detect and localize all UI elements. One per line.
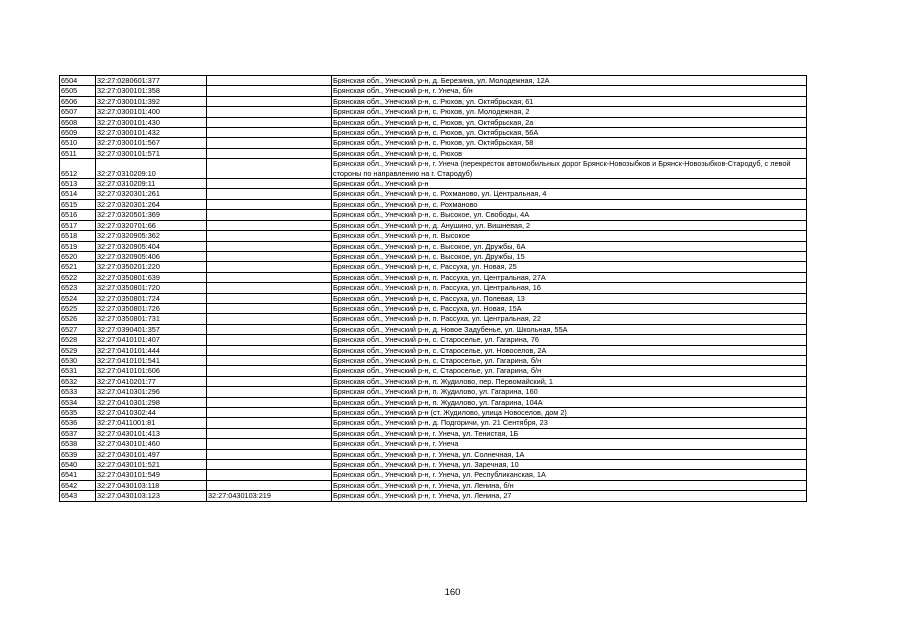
address-cell: Брянская обл., Унечский р-н, п. Высокое [332, 231, 807, 241]
address-cell: Брянская обл., Унечский р-н, с. Рюхов, ул. Октябрьская, 56А [332, 128, 807, 138]
row-number-cell: 6524 [60, 293, 96, 303]
related-cadastral-cell [207, 148, 332, 158]
related-cadastral-cell [207, 387, 332, 397]
related-cadastral-cell [207, 366, 332, 376]
row-number-cell: 6527 [60, 324, 96, 334]
row-number-cell: 6533 [60, 387, 96, 397]
table-row [60, 148, 807, 158]
related-cadastral-cell [207, 460, 332, 470]
row-number-cell: 6525 [60, 303, 96, 313]
table-row [60, 470, 807, 480]
address-cell: Брянская обл., Унечский р-н, с. Рохманово [332, 199, 807, 209]
related-cadastral-cell [207, 418, 332, 428]
related-cadastral-cell [207, 314, 332, 324]
table-row [60, 272, 807, 282]
cadastral-number-cell: 32:27:0350801:720 [96, 283, 207, 293]
row-number-cell: 6543 [60, 491, 96, 501]
cadastral-number-cell: 32:27:0300101:567 [96, 138, 207, 148]
address-cell: Брянская обл., Унечский р-н, д. Анушино, ул. Вишневая, 2 [332, 220, 807, 230]
row-number-cell: 6519 [60, 241, 96, 251]
related-cadastral-cell [207, 335, 332, 345]
related-cadastral-cell [207, 220, 332, 230]
table-row [60, 262, 807, 272]
address-cell: Брянская обл., Унечский р-н, г. Унеча, ул. Солнечная, 1А [332, 449, 807, 459]
row-number-cell: 6526 [60, 314, 96, 324]
address-cell: Брянская обл., Унечский р-н, п. Жудилово, ул. Гагарина, 104А [332, 397, 807, 407]
row-number-cell: 6521 [60, 262, 96, 272]
address-cell: Брянская обл., Унечский р-н, п. Рассуха, ул. Центральная, 16 [332, 283, 807, 293]
row-number-cell: 6541 [60, 470, 96, 480]
registry-table-body [60, 76, 807, 502]
cadastral-number-cell: 32:27:0320501:369 [96, 210, 207, 220]
address-cell: Брянская обл., Унечский р-н, с. Рюхов, ул. Октябрьская, 2а [332, 117, 807, 127]
table-row [60, 199, 807, 209]
row-number-cell: 6518 [60, 231, 96, 241]
related-cadastral-cell [207, 439, 332, 449]
cadastral-number-cell: 32:27:0410101:541 [96, 355, 207, 365]
row-number-cell: 6539 [60, 449, 96, 459]
table-row [60, 96, 807, 106]
address-cell: Брянская обл., Унечский р-н, с. Рассуха, ул. Полевая, 13 [332, 293, 807, 303]
row-number-cell: 6506 [60, 96, 96, 106]
row-number-cell: 6520 [60, 251, 96, 261]
address-cell: Брянская обл., Унечский р-н, с. Староселье, ул. Новоселов, 2А [332, 345, 807, 355]
table-row [60, 231, 807, 241]
cadastral-number-cell: 32:27:0430101:413 [96, 428, 207, 438]
row-number-cell: 6523 [60, 283, 96, 293]
address-cell: Брянская обл., Унечский р-н (ст. Жудилово, улица Новоселов, дом 2) [332, 408, 807, 418]
row-number-cell: 6507 [60, 107, 96, 117]
table-row [60, 303, 807, 313]
cadastral-number-cell: 32:27:0300101:392 [96, 96, 207, 106]
related-cadastral-cell [207, 138, 332, 148]
table-row [60, 387, 807, 397]
cadastral-number-cell: 32:27:0430103:118 [96, 480, 207, 490]
related-cadastral-cell [207, 199, 332, 209]
cadastral-number-cell: 32:27:0320905:406 [96, 251, 207, 261]
table-row [60, 128, 807, 138]
row-number-cell: 6530 [60, 355, 96, 365]
related-cadastral-cell [207, 241, 332, 251]
cadastral-number-cell: 32:27:0320301:261 [96, 189, 207, 199]
related-cadastral-cell [207, 251, 332, 261]
row-number-cell: 6542 [60, 480, 96, 490]
cadastral-number-cell: 32:27:0320905:404 [96, 241, 207, 251]
related-cadastral-cell [207, 397, 332, 407]
table-row [60, 418, 807, 428]
related-cadastral-cell [207, 303, 332, 313]
related-cadastral-cell [207, 480, 332, 490]
related-cadastral-cell [207, 272, 332, 282]
table-row [60, 376, 807, 386]
address-cell: Брянская обл., Унечский р-н, с. Высокое, ул. Дружбы, 15 [332, 251, 807, 261]
row-number-cell: 6540 [60, 460, 96, 470]
cadastral-number-cell: 32:27:0410301:298 [96, 397, 207, 407]
cadastral-number-cell: 32:27:0300101:571 [96, 148, 207, 158]
row-number-cell: 6529 [60, 345, 96, 355]
cadastral-number-cell: 32:27:0410101:407 [96, 335, 207, 345]
row-number-cell: 6511 [60, 148, 96, 158]
table-row [60, 283, 807, 293]
registry-table [59, 75, 807, 502]
cadastral-number-cell: 32:27:0350801:639 [96, 272, 207, 282]
cadastral-number-cell: 32:27:0430101:549 [96, 470, 207, 480]
cadastral-number-cell: 32:27:0430101:521 [96, 460, 207, 470]
row-number-cell: 6512 [60, 159, 96, 179]
address-cell: Брянская обл., Унечский р-н, д. Новое Задубенье, ул. Школьная, 55А [332, 324, 807, 334]
address-cell: Брянская обл., Унечский р-н, г. Унеча, ул. Ленина, 27 [332, 491, 807, 501]
cadastral-number-cell: 32:27:0410101:444 [96, 345, 207, 355]
row-number-cell: 6515 [60, 199, 96, 209]
table-row [60, 397, 807, 407]
address-cell: Брянская обл., Унечский р-н, с. Староселье, ул. Гагарина, б/н [332, 355, 807, 365]
related-cadastral-cell [207, 159, 332, 179]
cadastral-number-cell: 32:27:0350201:220 [96, 262, 207, 272]
related-cadastral-cell [207, 231, 332, 241]
row-number-cell: 6535 [60, 408, 96, 418]
address-cell: Брянская обл., Унечский р-н, с. Староселье, ул. Гагарина, 76 [332, 335, 807, 345]
address-cell: Брянская обл., Унечский р-н, с. Высокое, ул. Дружбы, 6А [332, 241, 807, 251]
row-number-cell: 6531 [60, 366, 96, 376]
cadastral-number-cell: 32:27:0390401:357 [96, 324, 207, 334]
table-row [60, 107, 807, 117]
related-cadastral-cell [207, 324, 332, 334]
table-row [60, 460, 807, 470]
address-cell: Брянская обл., Унечский р-н, д. Березина, ул. Молодежная, 12А [332, 76, 807, 86]
related-cadastral-cell [207, 189, 332, 199]
cadastral-number-cell: 32:27:0320301:264 [96, 199, 207, 209]
table-row [60, 366, 807, 376]
cadastral-number-cell: 32:27:0350801:731 [96, 314, 207, 324]
cadastral-number-cell: 32:27:0350801:726 [96, 303, 207, 313]
row-number-cell: 6528 [60, 335, 96, 345]
cadastral-number-cell: 32:27:0410301:296 [96, 387, 207, 397]
address-cell: Брянская обл., Унечский р-н, п. Рассуха, ул. Центральная, 27А [332, 272, 807, 282]
related-cadastral-cell [207, 210, 332, 220]
address-cell: Брянская обл., Унечский р-н, г. Унеча, ул. Тенистая, 1Б [332, 428, 807, 438]
address-cell: Брянская обл., Унечский р-н, п. Рассуха, ул. Центральная, 22 [332, 314, 807, 324]
related-cadastral-cell [207, 96, 332, 106]
address-cell: Брянская обл., Унечский р-н, с. Рюхов, ул. Октябрьская, 58 [332, 138, 807, 148]
table-row [60, 408, 807, 418]
row-number-cell: 6532 [60, 376, 96, 386]
row-number-cell: 6537 [60, 428, 96, 438]
row-number-cell: 6505 [60, 86, 96, 96]
table-row [60, 335, 807, 345]
related-cadastral-cell [207, 408, 332, 418]
address-cell: Брянская обл., Унечский р-н, г. Унеча [332, 439, 807, 449]
table-row [60, 355, 807, 365]
cadastral-number-cell: 32:27:0411001:81 [96, 418, 207, 428]
related-cadastral-cell [207, 345, 332, 355]
address-cell: Брянская обл., Унечский р-н, с. Староселье, ул. Гагарина, б/н [332, 366, 807, 376]
related-cadastral-cell [207, 117, 332, 127]
address-cell: Брянская обл., Унечский р-н, с. Рюхов, ул. Октябрьская, 61 [332, 96, 807, 106]
table-row [60, 439, 807, 449]
address-cell: Брянская обл., Унечский р-н, п. Жудилово, пер. Первомайский, 1 [332, 376, 807, 386]
row-number-cell: 6517 [60, 220, 96, 230]
address-cell: Брянская обл., Унечский р-н [332, 179, 807, 189]
address-cell: Брянская обл., Унечский р-н, г. Унеча (перекресток автомобильных дорог Брянск-Новозыбков и Брянск-Новозыбков-Стародуб, с левой стороны по направлению на г. Стародуб) [332, 159, 807, 179]
table-row [60, 117, 807, 127]
related-cadastral-cell [207, 355, 332, 365]
row-number-cell: 6536 [60, 418, 96, 428]
cadastral-number-cell: 32:27:0410101:606 [96, 366, 207, 376]
address-cell: Брянская обл., Унечский р-н, г. Унеча, ул. Ленина, б/н [332, 480, 807, 490]
row-number-cell: 6509 [60, 128, 96, 138]
table-row [60, 86, 807, 96]
cadastral-number-cell: 32:27:0410201:77 [96, 376, 207, 386]
address-cell: Брянская обл., Унечский р-н, с. Высокое, ул. Свободы, 4А [332, 210, 807, 220]
address-cell: Брянская обл., Унечский р-н, д. Подгоричи, ул. 21 Сентября, 23 [332, 418, 807, 428]
address-cell: Брянская обл., Унечский р-н, г. Унеча, б/н [332, 86, 807, 96]
table-row [60, 159, 807, 179]
table-row [60, 189, 807, 199]
cadastral-number-cell: 32:27:0300101:432 [96, 128, 207, 138]
cadastral-number-cell: 32:27:0320905:362 [96, 231, 207, 241]
table-row [60, 220, 807, 230]
related-cadastral-cell [207, 470, 332, 480]
row-number-cell: 6513 [60, 179, 96, 189]
row-number-cell: 6504 [60, 76, 96, 86]
table-row [60, 251, 807, 261]
related-cadastral-cell [207, 107, 332, 117]
table-row [60, 293, 807, 303]
related-cadastral-cell [207, 179, 332, 189]
address-cell: Брянская обл., Унечский р-н, п. Жудилово, ул. Гагарина, 160 [332, 387, 807, 397]
row-number-cell: 6510 [60, 138, 96, 148]
address-cell: Брянская обл., Унечский р-н, с. Рассуха, ул. Новая, 15А [332, 303, 807, 313]
cadastral-number-cell: 32:27:0430103:123 [96, 491, 207, 501]
table-row [60, 491, 807, 501]
table-row [60, 480, 807, 490]
address-cell: Брянская обл., Унечский р-н, г. Унеча, ул. Заречная, 10 [332, 460, 807, 470]
related-cadastral-cell [207, 262, 332, 272]
table-row [60, 324, 807, 334]
address-cell: Брянская обл., Унечский р-н, с. Рассуха, ул. Новая, 25 [332, 262, 807, 272]
table-row [60, 179, 807, 189]
cadastral-number-cell: 32:27:0320701:66 [96, 220, 207, 230]
cadastral-number-cell: 32:27:0310209:11 [96, 179, 207, 189]
address-cell: Брянская обл., Унечский р-н, г. Унеча, ул. Республиканская, 1А [332, 470, 807, 480]
related-cadastral-cell [207, 128, 332, 138]
cadastral-number-cell: 32:27:0300101:358 [96, 86, 207, 96]
table-row [60, 210, 807, 220]
row-number-cell: 6522 [60, 272, 96, 282]
related-cadastral-cell: 32:27:0430103:219 [207, 491, 332, 501]
table-row [60, 314, 807, 324]
related-cadastral-cell [207, 76, 332, 86]
table-row [60, 138, 807, 148]
row-number-cell: 6516 [60, 210, 96, 220]
row-number-cell: 6538 [60, 439, 96, 449]
table-row [60, 345, 807, 355]
address-cell: Брянская обл., Унечский р-н, с. Рюхов [332, 148, 807, 158]
cadastral-number-cell: 32:27:0280601:377 [96, 76, 207, 86]
row-number-cell: 6534 [60, 397, 96, 407]
cadastral-number-cell: 32:27:0430101:497 [96, 449, 207, 459]
page-number: 160 [444, 587, 461, 598]
cadastral-number-cell: 32:27:0430101:460 [96, 439, 207, 449]
cadastral-number-cell: 32:27:0300101:400 [96, 107, 207, 117]
related-cadastral-cell [207, 449, 332, 459]
related-cadastral-cell [207, 283, 332, 293]
table-row [60, 76, 807, 86]
table-row [60, 449, 807, 459]
table-row [60, 241, 807, 251]
related-cadastral-cell [207, 293, 332, 303]
cadastral-number-cell: 32:27:0410302:44 [96, 408, 207, 418]
related-cadastral-cell [207, 376, 332, 386]
registry-table-container [59, 75, 806, 502]
table-row [60, 428, 807, 438]
related-cadastral-cell [207, 86, 332, 96]
address-cell: Брянская обл., Унечский р-н, с. Рюхов, ул. Молодежная, 2 [332, 107, 807, 117]
row-number-cell: 6514 [60, 189, 96, 199]
cadastral-number-cell: 32:27:0300101:430 [96, 117, 207, 127]
cadastral-number-cell: 32:27:0310209:10 [96, 159, 207, 179]
address-cell: Брянская обл., Унечский р-н, с. Рохманово, ул. Центральная, 4 [332, 189, 807, 199]
row-number-cell: 6508 [60, 117, 96, 127]
cadastral-number-cell: 32:27:0350801:724 [96, 293, 207, 303]
related-cadastral-cell [207, 428, 332, 438]
